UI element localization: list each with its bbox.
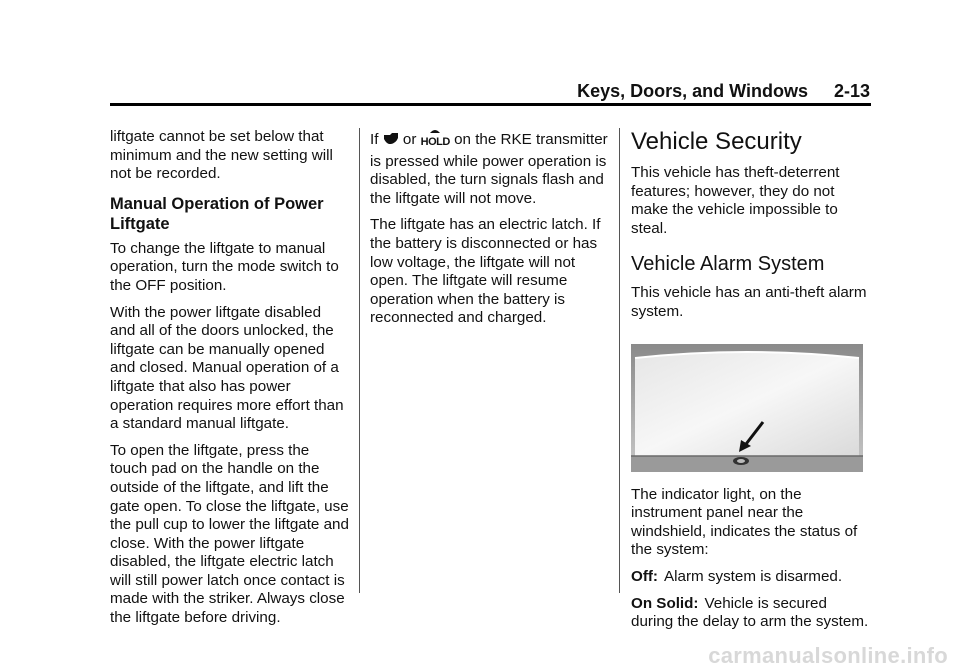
header-rule xyxy=(110,103,871,106)
solid-status xyxy=(631,595,871,632)
intro-paragraph: liftgate cannot be set below that minimum and the new setting will not be recorded. xyxy=(110,128,333,183)
hold-button-icon xyxy=(421,128,450,153)
column-divider xyxy=(619,128,620,593)
column-1 xyxy=(110,128,350,636)
alarm-paragraph: This vehicle has an anti-theft alarm system. xyxy=(631,284,867,320)
column-divider xyxy=(359,128,360,593)
liftgate-button-icon xyxy=(383,132,399,152)
manual-paragraph-2: With the power liftgate disabled and all of the doors unlocked, the liftgate can be manually opened and closed. Manual operation of a liftgate that also has power operation requires more effort than a standard manual liftgate. xyxy=(110,303,344,433)
section-title: Keys, Doors, and Windows xyxy=(577,81,808,101)
column-3 xyxy=(631,128,871,640)
column-2 xyxy=(370,128,610,336)
off-status xyxy=(631,568,871,587)
vehicle-security-heading: Vehicle Security xyxy=(631,128,802,155)
off-label: Off: xyxy=(631,567,658,585)
manual-operation-heading: Manual Operation of Power Liftgate xyxy=(110,194,324,233)
manual-paragraph-3: To open the liftgate, press the touch pad on the handle on the outside of the liftgate, and lift the gate open. To close the liftgate, use the pull cup to lower the liftgate and close. With the power liftgate disabled, the liftgate electric latch will still power latch once contact is made with the striker. Always close the liftgate before driving. xyxy=(110,441,349,627)
page-number: 2-13 xyxy=(833,81,870,101)
hold-icon-label: HOLD xyxy=(420,136,450,148)
indicator-paragraph: The indicator light, on the instrument panel near the windshield, indicates the status of the system: xyxy=(631,485,858,559)
windshield-indicator-illustration xyxy=(631,344,863,472)
watermark: carmanualsonline.info xyxy=(708,643,948,668)
manual-paragraph-1: To change the liftgate to manual operation, turn the mode switch to the OFF position. xyxy=(110,239,339,294)
rke-paragraph-text: on the RKE transmitter is pressed while power operation is disabled, the turn signals flash and the liftgate will not move. xyxy=(370,131,608,207)
off-text: Alarm system is disarmed. xyxy=(664,567,843,585)
or-word: or xyxy=(402,131,417,148)
security-paragraph: This vehicle has theft-deterrent features; however, they do not make the vehicle impossible to steal. xyxy=(631,164,840,237)
solid-text: Vehicle is secured during the delay to arm the system. xyxy=(631,594,869,631)
if-word: If xyxy=(370,131,379,148)
rke-paragraph xyxy=(370,128,610,208)
alarm-system-heading: Vehicle Alarm System xyxy=(631,253,825,276)
page-header xyxy=(110,80,870,104)
solid-label: On Solid: xyxy=(631,594,699,612)
electric-latch-paragraph: The liftgate has an electric latch. If the battery is disconnected or has low voltage, the liftgate will not open. The liftgate will resume operation when the battery is reconnected and charged. xyxy=(370,216,601,327)
